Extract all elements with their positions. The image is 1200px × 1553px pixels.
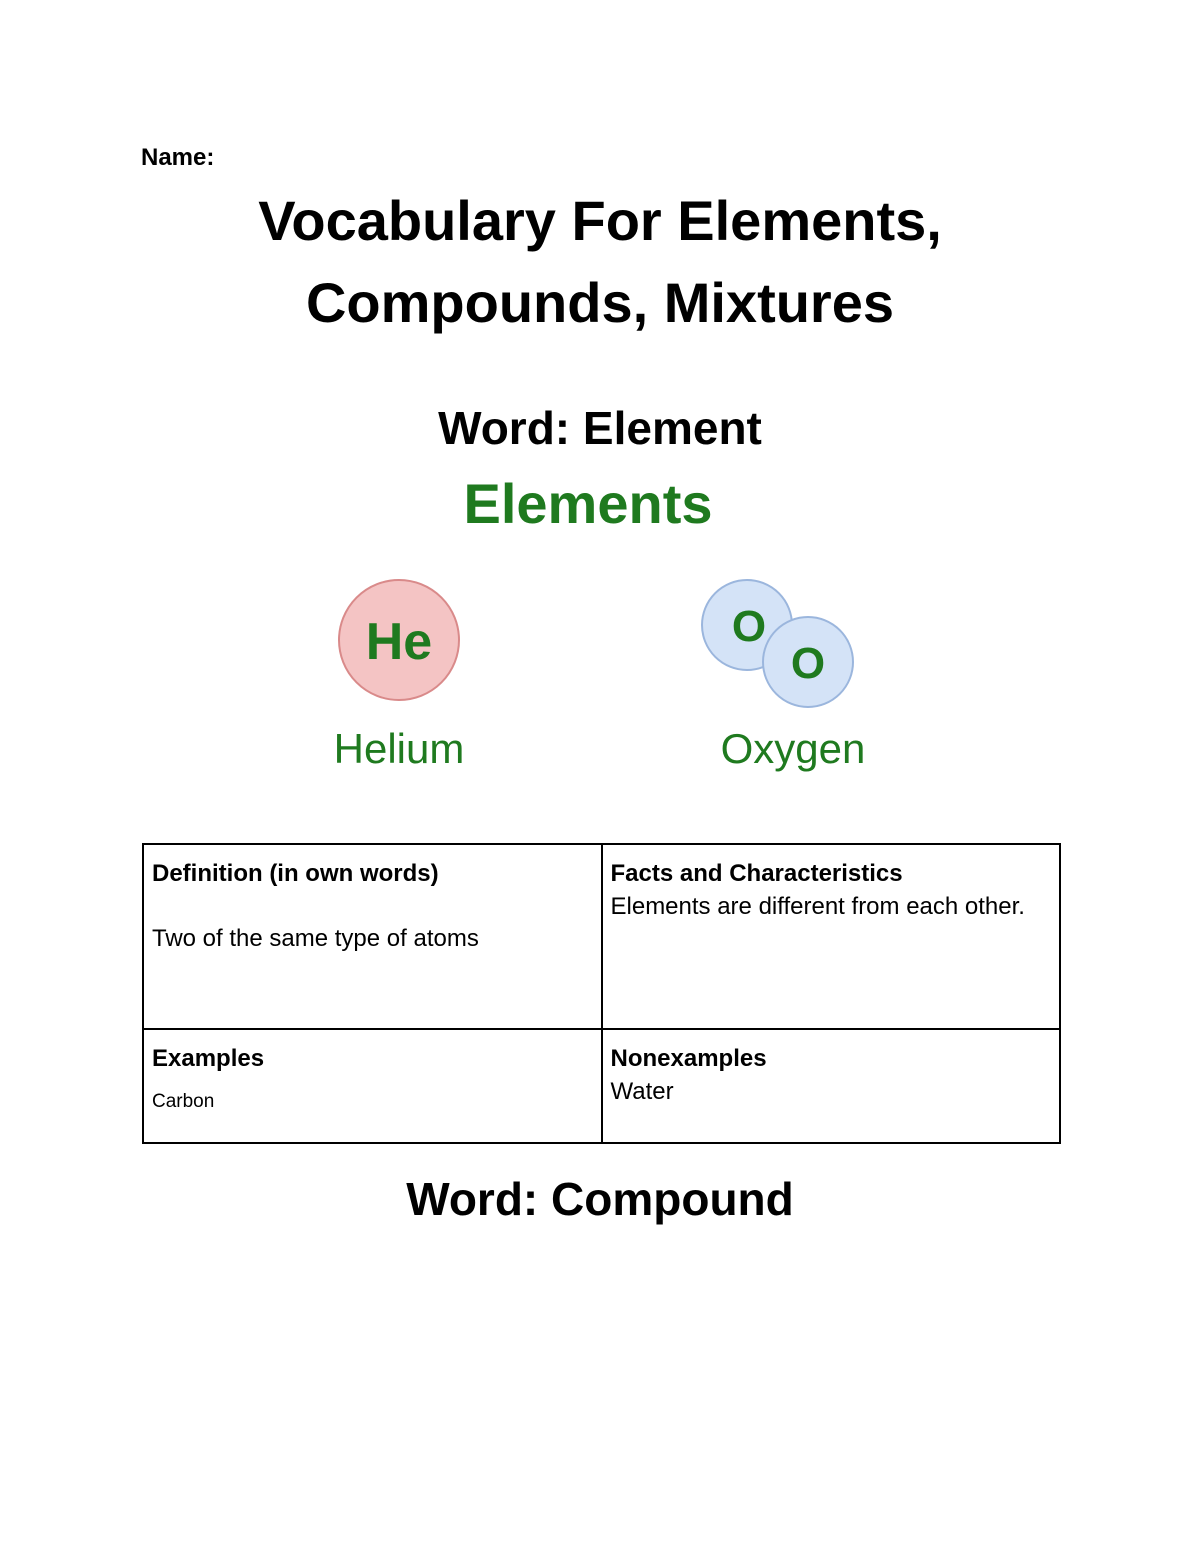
examples-text: Carbon	[152, 1091, 215, 1112]
word-heading-element: Word: Element	[438, 402, 762, 454]
elements-figure	[300, 465, 900, 795]
vocabulary-table	[142, 843, 1061, 1144]
oxygen-symbol-2: O	[790, 639, 826, 688]
helium-label: Helium	[333, 725, 465, 772]
helium-symbol: He	[365, 613, 433, 671]
nonexamples-title: Nonexamples	[610, 1045, 767, 1072]
facts-title: Facts and Characteristics	[610, 860, 903, 887]
facts-text: Elements are different from each other.	[610, 893, 1025, 920]
definition-cell	[143, 844, 602, 1029]
definition-title: Definition (in own words)	[152, 860, 439, 887]
table-row	[143, 844, 1060, 1029]
nonexamples-cell	[602, 1029, 1061, 1143]
facts-cell	[602, 844, 1061, 1029]
name-label: Name:	[141, 144, 215, 171]
figure-title: Elements	[463, 472, 713, 535]
page-title	[0, 180, 1200, 344]
page-title-line-1: Vocabulary For Elements,	[258, 189, 942, 252]
table-row	[143, 1029, 1060, 1143]
oxygen-symbol-1: O	[731, 602, 767, 651]
page-title-line-2: Compounds, Mixtures	[305, 271, 895, 334]
word-heading-compound: Word: Compound	[406, 1173, 794, 1225]
elements-diagram	[300, 465, 900, 795]
examples-cell	[143, 1029, 602, 1143]
examples-title: Examples	[152, 1045, 265, 1072]
definition-text: Two of the same type of atoms	[152, 925, 479, 952]
nonexamples-text: Water	[610, 1078, 674, 1105]
oxygen-label: Oxygen	[720, 725, 866, 772]
